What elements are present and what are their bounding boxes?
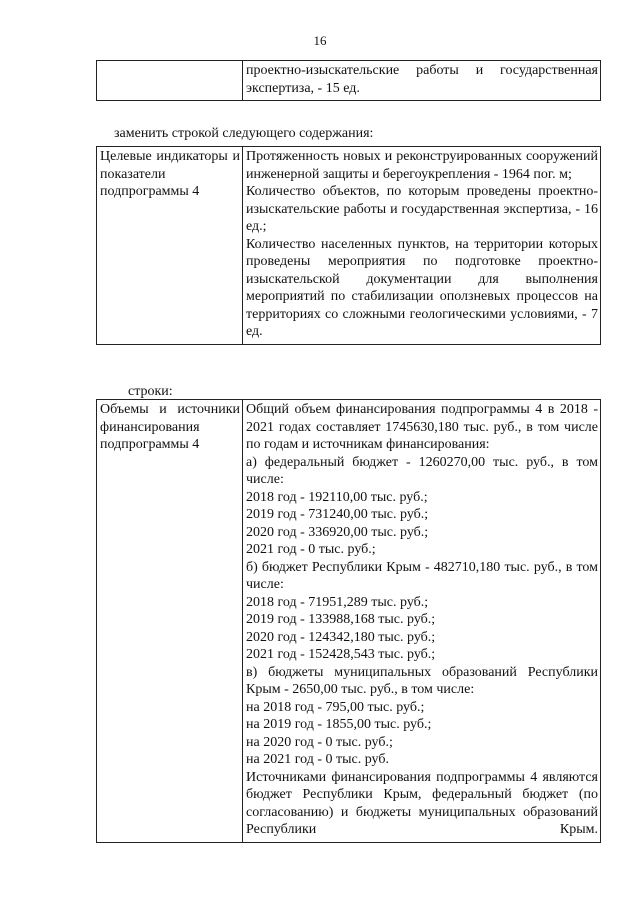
funding-sources: Источниками финансирования подпрограммы 4 являются бюджет Республики Крым, федеральный бюджет (по согласованию) и бюджеты муниципальных образований Республики Крым. [246,769,598,837]
funding-table [96,399,601,843]
municipal-year: на 2021 год - 0 тыс. руб. [246,752,389,767]
top-table [96,60,601,101]
republic-year: 2020 год - 124342,180 тыс. руб.; [246,629,436,645]
federal-year: 2021 год - 0 тыс. руб.; [246,542,376,557]
municipal-year: на 2019 год - 1855,00 тыс. руб.; [246,717,432,732]
indicators-label: Целевые индикаторы и показатели подпрограммы 4 [97,147,243,345]
federal-year: 2018 год - 192110,00 тыс. руб.; [246,489,428,505]
indicators-table [96,146,601,345]
top-table-value: проектно-изыскательские работы и государственная экспертиза, - 15 ед. [243,61,601,101]
republic-year: 2018 год - 71951,289 тыс. руб.; [246,594,429,610]
municipal-title: в) бюджеты муниципальных образований Республики Крым - 2650,00 тыс. руб., в том числе: [246,664,598,697]
top-table-label [97,61,243,101]
federal-title: а) федеральный бюджет - 1260270,00 тыс. руб., в том числе: [246,454,598,487]
funding-intro: Общий объем финансирования подпрограммы 4 в 2018 - 2021 годах составляет 1745630,180 тыс. руб., в том числе по годам и источникам финансирования: [246,402,598,452]
funding-label: Объемы и источники финансирования подпрограммы 4 [97,400,243,843]
republic-year: 2021 год - 152428,543 тыс. руб.; [246,647,436,662]
indicator-item: Протяженность новых и реконструированных сооружений инженерной защиты и берегоукрепления - 1964 пог. м; [246,149,598,182]
federal-year: 2019 год - 731240,00 тыс. руб.; [246,507,429,522]
funding-cell [243,400,601,843]
replace-heading: заменить строкой следующего содержания: [114,126,374,141]
rows-heading: строки: [128,384,173,399]
indicator-item: Количество населенных пунктов, на территории которых проведены мероприятия по подготовке проектно-изыскательской документации для выполнения мероприятий по стабилизации оползневых процессов на территориях со сложными геологическими условиями, - 7 ед. [246,236,598,339]
municipal-year: на 2018 год - 795,00 тыс. руб.; [246,699,425,715]
republic-year: 2019 год - 133988,168 тыс. руб.; [246,612,436,627]
municipal-year: на 2020 год - 0 тыс. руб.; [246,734,393,750]
republic-title: б) бюджет Республики Крым - 482710,180 тыс. руб., в том числе: [246,559,598,592]
federal-year: 2020 год - 336920,00 тыс. руб.; [246,524,429,540]
page-number: 16 [313,33,327,48]
indicator-item: Количество объектов, по которым проведены проектно-изыскательские работы и государственная экспертиза, - 16 ед.; [246,184,598,234]
indicators-cell [243,147,601,345]
